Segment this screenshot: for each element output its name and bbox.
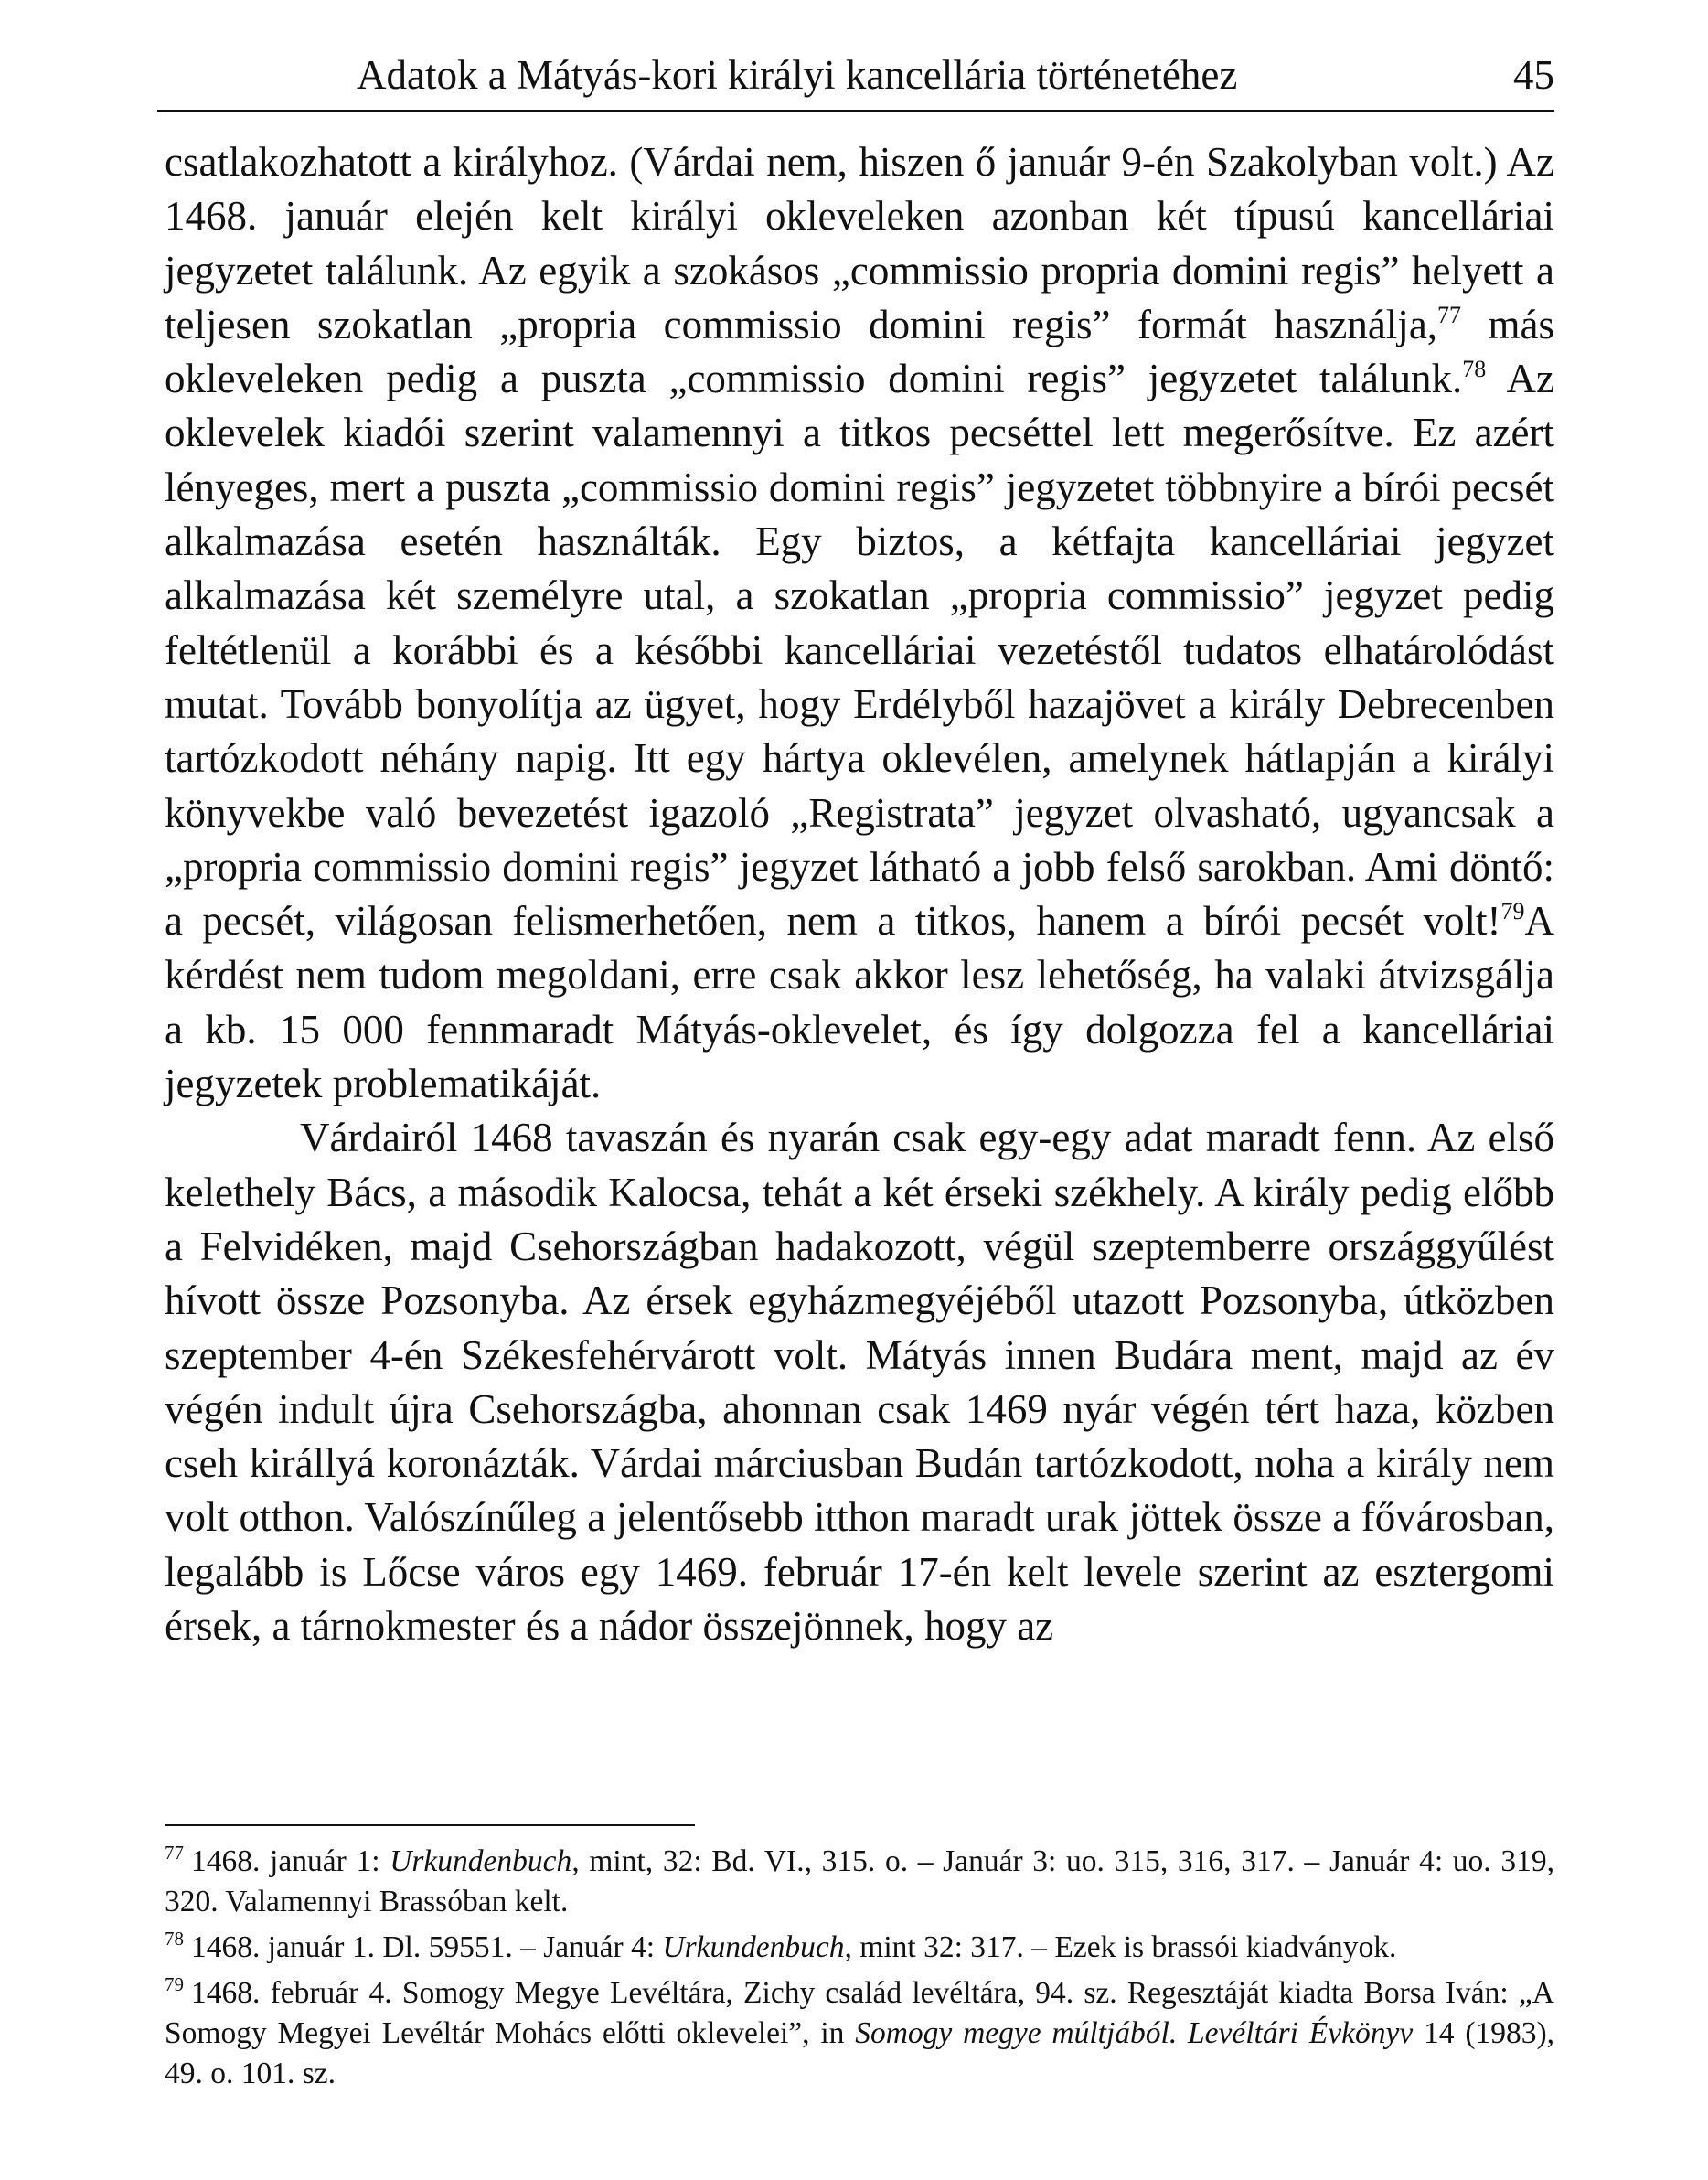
running-title: Adatok a Mátyás-kori királyi kancellária történetéhez [357,52,1238,98]
text-run: csatlakozhatott a királyhoz. (Várdai nem, hiszen ő január 9-én Szakolyban volt.) Az 1468. január elején kelt királyi okleveleken azonban két típusú kancelláriai jegyzetet találunk. Az egyik a szokásos „commissio propria domini regis” helyett a teljesen szokatlan „propria commissio domini regis” formát használja, [165,139,1554,347]
footnotes [165,1842,1554,2100]
footnote-number: 77 [165,1842,184,1864]
footnote-77 [165,1842,1554,1922]
footnote-text: 1468. január 1. Dl. 59551. – Január 4: [191,1930,663,1964]
text-run: A kérdést nem tudom megoldani, erre csak akkor lesz lehetőség, ha valaki átvizsgálja a kb. 15 000 fennmaradt Mátyás-oklevelet, és így dolgozza fel a kancelláriai jegyzetek problematikáját. [165,898,1554,1107]
footnote-text: mint, 32: Bd. VI., 315. o. – Január 3: uo. 315, 316, 317. – Január 4: uo. 319, 320. Valamennyi Brassóban kelt. [165,1844,1554,1918]
text-run: Az oklevelek kiadói szerint valamennyi a titkos pecséttel lett megerősítve. Ez azért lényeges, mert a puszta „commissio domini regis” jegyzetet többnyire a bírói pecsét alkalmazása esetén használták. Egy biztos, a kétfajta kancelláriai jegyzet alkalmazása két személyre utal, a szokatlan „propria commissio” jegyzet pedig feltétlenül a korábbi és a későbbi kancelláriai vezetéstől tudatos elhatárolódást mutat. Tovább bonyolítja az ügyet, hogy Erdélyből hazajövet a király Debrecenben tartózkodott néhány napig. Itt egy hártya oklevélen, amelynek hátlapján a királyi könyvekbe való bevezetést igazoló „Registrata” jegyzet olvasható, ugyancsak a „propria commissio domini regis” jegyzet látható a jobb felső sarokban. Ami döntő: a pecsét, világosan felismerhetően, nem a titkos, hanem a bírói pecsét volt! [165,356,1554,945]
footnote-ref-77: 77 [1437,301,1462,328]
main-text [165,135,1554,1653]
paragraph-2: Várdairól 1468 tavaszán és nyarán csak egy-egy adat maradt fenn. Az első kelethely Bács, a második Kalocsa, tehát a két érseki székhely. A király pedig előbb a Felvidéken, majd Csehországban hadakozott, végül szeptemberre országgyűlést hívott össze Pozsonyba. Az érsek egyházmegyéjéből utazott Pozsonyba, útközben szeptember 4-én Székesfehérvárott volt. Mátyás innen Budára ment, majd az év végén indult újra Csehországba, ahonnan csak 1469 nyár végén tért haza, közben cseh királlyá koronázták. Várdai márciusban Budán tartózkodott, noha a király nem volt otthon. Valószínűleg a jelentősebb itthon maradt urak jöttek össze a fővárosban, legalább is Lőcse város egy 1469. február 17-én kelt levele szerint az esztergomi érsek, a tárnokmester és a nádor összejönnek, hogy az [165,1115,1554,1650]
footnote-78 [165,1928,1554,1968]
footnote-ref-78: 78 [1462,356,1487,383]
footnote-italic: Urkundenbuch, [390,1844,580,1878]
text-run: más okleveleken pedig a puszta „commissio domini regis” jegyzetet találunk. [165,301,1554,402]
paragraph-1 [165,135,1554,1111]
running-header [165,48,1554,102]
footnote-text: 14 (1983), 49. o. 101. sz. [165,2016,1555,2090]
footnote-79 [165,1973,1554,2094]
footnote-number: 79 [165,1973,184,1995]
footnote-ref-79: 79 [1500,898,1525,925]
header-rule [157,110,1554,112]
footnote-rule [165,1824,695,1826]
footnote-text: 1468. február 4. Somogy Megye Levéltára, Zichy család levéltára, 94. sz. Regesztáját kiadta Borsa Iván: „A Somogy Megyei Levéltár Mohács előtti oklevelei”, in [165,1976,1554,2050]
page-number: 45 [1513,52,1554,98]
footnote-number: 78 [165,1928,184,1950]
footnote-text: 1468. január 1: [191,1844,390,1878]
footnote-text: mint 32: 317. – Ezek is brassói kiadványok. [851,1930,1397,1964]
footnote-italic: Somogy megye múltjából. Levéltári Évkönyv [855,2016,1414,2050]
footnote-italic: Urkundenbuch, [662,1930,852,1964]
